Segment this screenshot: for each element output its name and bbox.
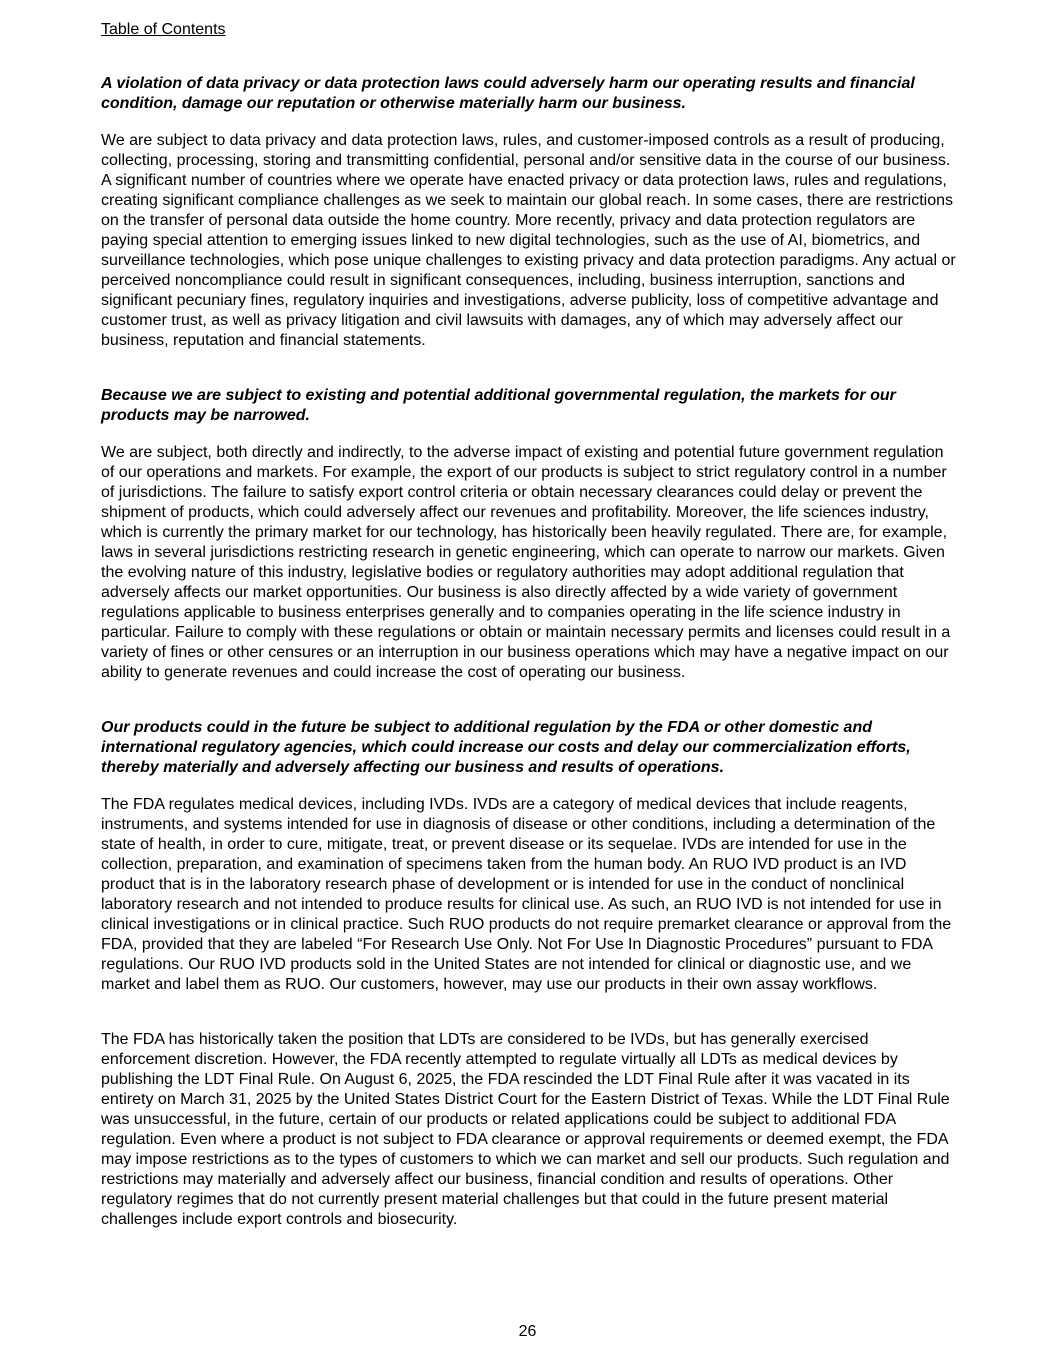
section-heading-governmental-regulation: Because we are subject to existing and potential additional governmental regulation, the markets for our products may be narrowed. [101, 387, 896, 424]
table-of-contents-link[interactable]: Table of Contents [101, 21, 226, 38]
section-paragraph: We are subject to data privacy and data protection laws, rules, and customer-imposed controls as a result of producing, collecting, processing, storing and transmitting confidential, personal and/or sensitive data in the course of our business. A significant number of countries where we operate have enacted privacy or data protection laws, rules and regulations, creating significant compliance challenges as we seek to maintain our global reach. In some cases, there are restrictions on the transfer of personal data outside the home country. More recently, privacy and data protection regulators are paying special attention to emerging issues linked to new digital technologies, such as the use of AI, biometrics, and surveillance technologies, which pose unique challenges to existing privacy and data protection paradigms. Any actual or perceived noncompliance could result in significant consequences, including, business interruption, sanctions and significant pecuniary fines, regulatory inquiries and investigations, adverse publicity, loss of competitive advantage and customer trust, as well as privacy litigation and civil lawsuits with damages, any of which may adversely affect our business, reputation and financial statements. [101, 132, 956, 349]
section-heading-data-privacy: A violation of data privacy or data protection laws could adversely harm our operating results and financial condition, damage our reputation or otherwise materially harm our business. [101, 75, 915, 112]
section-paragraph: The FDA regulates medical devices, including IVDs. IVDs are a category of medical devices that include reagents, instruments, and systems intended for use in diagnosis of disease or other conditions, including a determination of the state of health, in order to cure, mitigate, treat, or prevent disease or its sequelae. IVDs are intended for use in the collection, preparation, and examination of specimens taken from the human body. An RUO IVD product is an IVD product that is in the laboratory research phase of development or is intended for use in the conduct of nonclinical laboratory research and not intended to produce results for clinical use. As such, an RUO IVD is not intended for use in clinical investigations or in clinical practice. Such RUO products do not require premarket clearance or approval from the FDA, provided that they are labeled “For Research Use Only. Not For Use In Diagnostic Procedures” pursuant to FDA regulations. Our RUO IVD products sold in the United States are not intended for clinical or diagnostic use, and we market and label them as RUO. Our customers, however, may use our products in their own assay workflows. [101, 796, 952, 993]
section-heading-fda-regulation: Our products could in the future be subject to additional regulation by the FDA or other domestic and international regulatory agencies, which could increase our costs and delay our commercialization efforts, thereby materially and adversely affecting our business and results of operations. [101, 719, 911, 776]
page-number: 26 [518, 1323, 537, 1340]
section-paragraph: We are subject, both directly and indirectly, to the adverse impact of existing and potential future government regulation of our operations and markets. For example, the export of our products is subject to strict regulatory control in a number of jurisdictions. The failure to satisfy export control criteria or obtain necessary clearances could delay or prevent the shipment of products, which could adversely affect our revenues and profitability. Moreover, the life sciences industry, which is currently the primary market for our technology, has historically been heavily regulated. There are, for example, laws in several jurisdictions restricting research in genetic engineering, which can operate to narrow our markets. Given the evolving nature of this industry, legislative bodies or regulatory authorities may adopt additional regulation that adversely affects our market opportunities. Our business is also directly affected by a wide variety of government regulations applicable to business enterprises generally and to companies operating in the life science industry in particular. Failure to comply with these regulations or obtain or maintain necessary permits and licenses could result in a variety of fines or other censures or an interruption in our business operations which may have a negative impact on our ability to generate revenues and could increase the cost of operating our business. [101, 444, 951, 681]
section-paragraph: The FDA has historically taken the position that LDTs are considered to be IVDs, but has generally exercised enforcement discretion. However, the FDA recently attempted to regulate virtually all LDTs as medical devices by publishing the LDT Final Rule. On August 6, 2025, the FDA rescinded the LDT Final Rule after it was vacated in its entirety on March 31, 2025 by the United States District Court for the Eastern District of Texas. While the LDT Final Rule was unsuccessful, in the future, certain of our products or related applications could be subject to additional FDA regulation. Even where a product is not subject to FDA clearance or approval requirements or deemed exempt, the FDA may impose restrictions as to the types of customers to which we can market and sell our products. Such regulation and restrictions may materially and adversely affect our business, financial condition and results of operations. Other regulatory regimes that do not currently present material challenges but that could in the future present material challenges include export controls and biosecurity. [101, 1031, 950, 1228]
